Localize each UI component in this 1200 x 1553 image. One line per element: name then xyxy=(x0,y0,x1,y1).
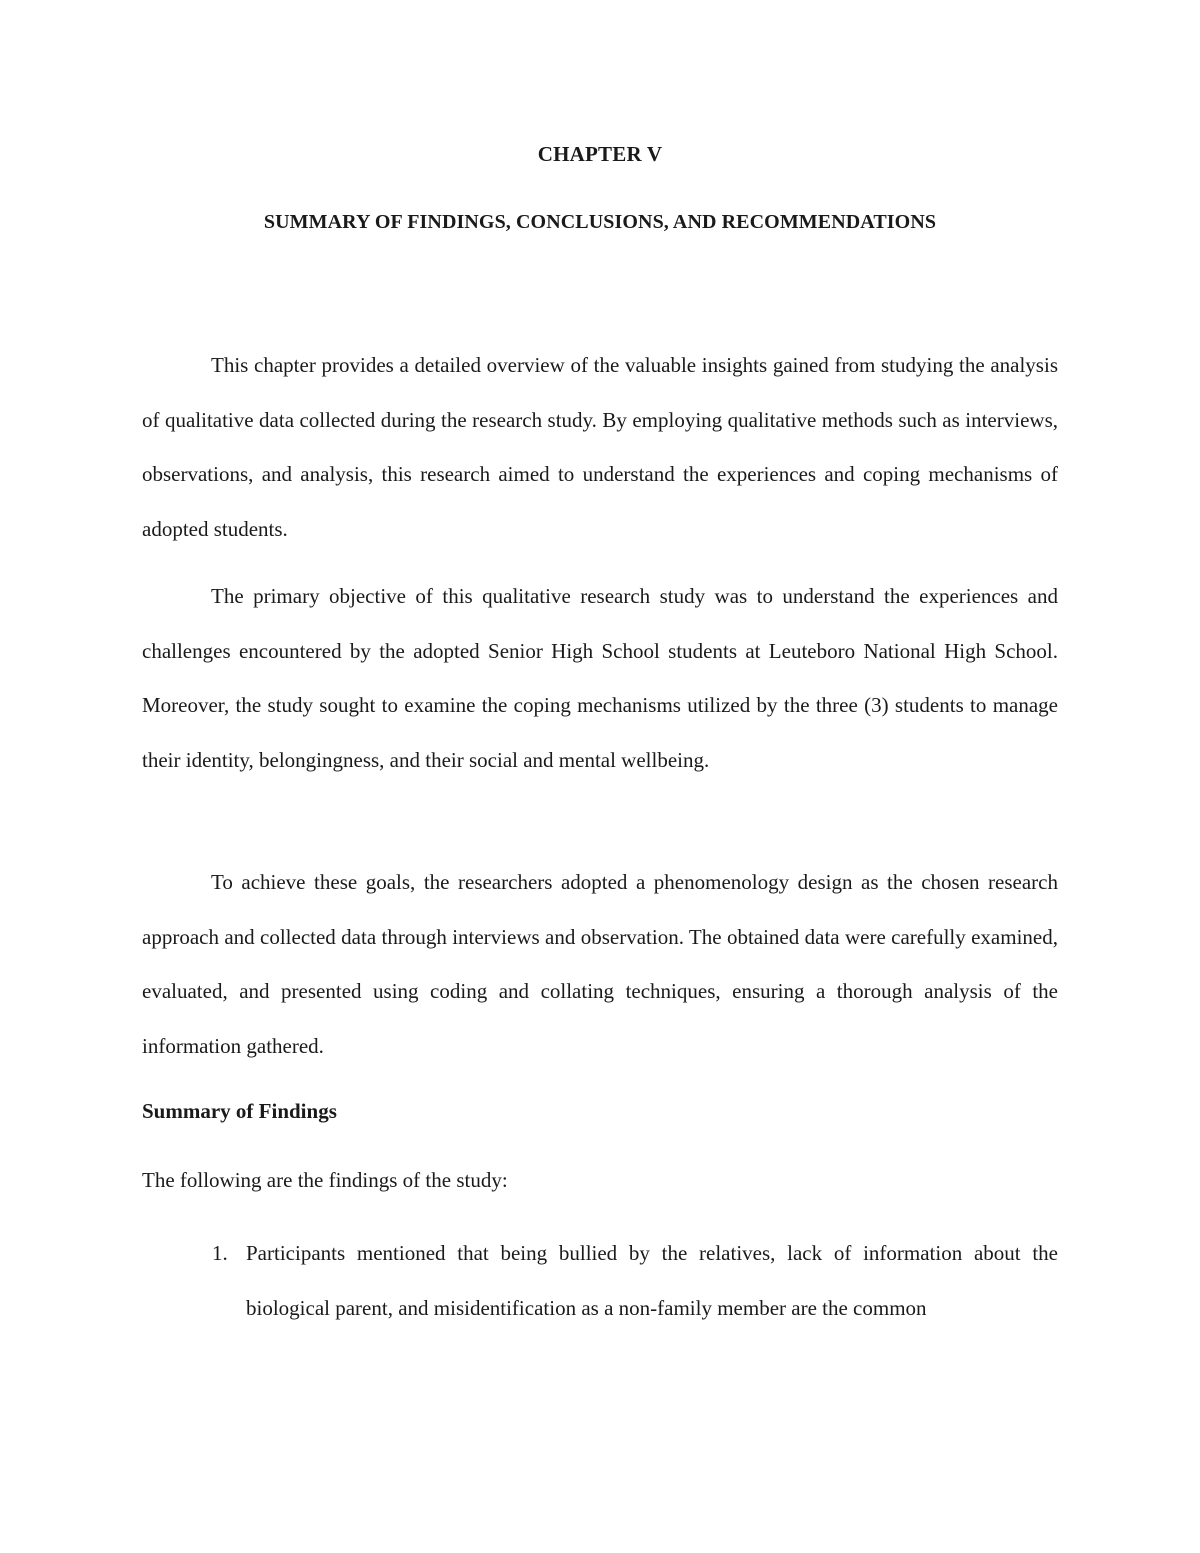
chapter-title: SUMMARY OF FINDINGS, CONCLUSIONS, AND RECOMMENDATIONS xyxy=(263,211,937,233)
paragraph: To achieve these goals, the researchers adopted a phenomenology design as the chosen research approach and collected data through interviews and observation. The obtained data were carefully examined, evaluated, and presented using coding and collating techniques, ensuring a thorough analysis of the information gathered. xyxy=(142,870,1058,1058)
paragraph: This chapter provides a detailed overview of the valuable insights gained from studying the analysis of qualitative data collected during the research study. By employing qualitative methods such as interviews, observations, and analysis, this research aimed to understand the experiences and coping mechanisms of adopted students. xyxy=(142,353,1058,541)
body-paragraph-block xyxy=(142,855,1058,1087)
chapter-number: CHAPTER V xyxy=(537,142,663,166)
list-item-text: Participants mentioned that being bullied by the relatives, lack of information about the biological parent, and misidentification as a non-family member are the common xyxy=(246,1241,1058,1320)
body-paragraph-block xyxy=(142,569,1058,801)
findings-list xyxy=(142,1226,1058,1335)
list-item-number: 1. xyxy=(212,1241,228,1265)
paragraph: The primary objective of this qualitative research study was to understand the experiences and challenges encountered by the adopted Senior High School students at Leuteboro National High School. Moreover, the study sought to examine the coping mechanisms utilized by the three (3) students to manage their identity, belongingness, and their social and mental wellbeing. xyxy=(142,584,1058,772)
findings-intro: The following are the findings of the study: xyxy=(142,1168,508,1192)
list-item xyxy=(142,1226,1058,1335)
section-heading: Summary of Findings xyxy=(142,1099,337,1123)
body-paragraph-block xyxy=(142,338,1058,570)
